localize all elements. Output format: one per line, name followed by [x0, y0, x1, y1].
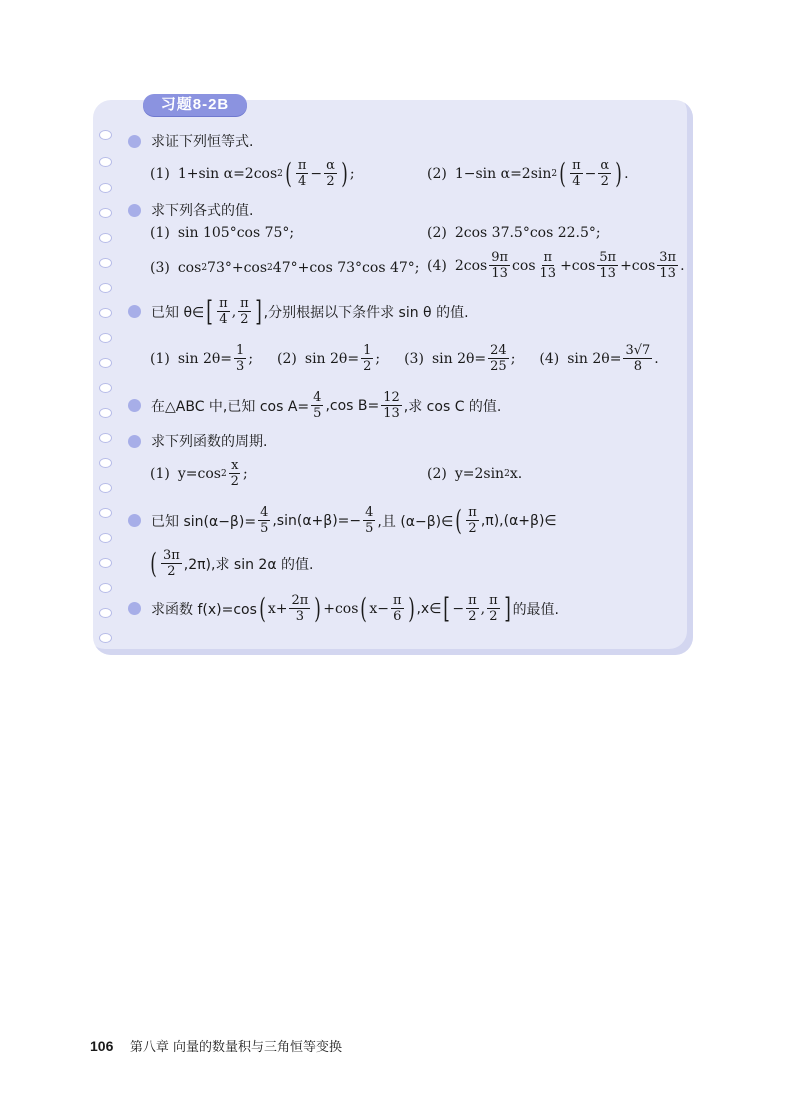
- problem-7: 求函数 f(x)=cos ( x+ $\frac{2\pi}{3}$ ) +cos ( x− $\frac{\pi}{6}$ ) ,x∈ [ − $\frac{\pi}{2}$ , $\frac{\pi}{2}$ ] 的最值.: [128, 593, 559, 624]
- page-number: 106: [90, 1038, 114, 1054]
- binder-ring: [99, 130, 112, 140]
- problem-6: 已知 sin(α−β)= $\frac{4}{5}$ ,sin(α+β)=− $\frac{4}{5}$ ,且 (α−β)∈ ( $\frac{\pi}{2}$ ,π),(α+β)∈: [128, 505, 557, 536]
- binder-ring: [99, 258, 112, 268]
- problem-2-part-2: (2) 2cos 37.5°cos 22.5°;: [427, 225, 601, 241]
- problem-5-part-2: (2) y=2sin 2 x.: [427, 466, 523, 482]
- binder-ring: [99, 233, 112, 243]
- page-footer: [90, 1036, 342, 1055]
- binder-ring: [99, 183, 112, 193]
- problem-1-part-1: (1) 1+sin α=2cos 2 ( $\frac{\pi}{4}$ − $\frac{\alpha}{2}$ ) ;: [150, 156, 355, 190]
- binder-ring: [99, 208, 112, 218]
- problem-4: 在△ABC 中,已知 cos A= $\frac{4}{5}$ ,cos B= $\frac{12}{13}$ ,求 cos C 的值.: [128, 390, 501, 421]
- binder-ring: [99, 358, 112, 368]
- binder-ring: [99, 283, 112, 293]
- binder-ring: [99, 608, 112, 618]
- binder-ring: [99, 408, 112, 418]
- binder-ring: [99, 308, 112, 318]
- binder-ring: [99, 558, 112, 568]
- problem-number-icon: [128, 399, 141, 412]
- problem-1: 求证下列恒等式.: [128, 131, 253, 151]
- problem-5-part-1: (1) y=cos 2 $\frac{x}{2}$ ;: [150, 458, 248, 489]
- problem-3-parts: (1) sin 2θ= $\frac{1}{3}$ ; (2) sin 2θ= $\frac{1}{2}$ ; (3) sin 2θ= $\frac{24}{25}$ ; (4) sin 2θ= $\frac{3√7}{8}$ .: [150, 343, 659, 374]
- chapter-title: 第八章 向量的数量积与三角恒等变换: [129, 1040, 342, 1055]
- problem-1-part-2: (2) 1−sin α=2sin 2 ( $\frac{\pi}{4}$ − $\frac{\alpha}{2}$ ) .: [427, 156, 629, 190]
- binder-ring: [99, 458, 112, 468]
- binder-ring: [99, 383, 112, 393]
- problem-2-part-3: (3) cos 2 73°+cos 2 47°+cos 73°cos 47°;: [150, 260, 420, 276]
- section-tab: 习题8-2B: [143, 94, 247, 116]
- binder-ring: [99, 583, 112, 593]
- binder-ring: [99, 508, 112, 518]
- problem-number-icon: [128, 204, 141, 217]
- binder-ring: [99, 633, 112, 643]
- problem-2: 求下列各式的值.: [128, 200, 253, 220]
- binder-ring: [99, 157, 112, 167]
- problem-2-part-4: (4) 2cos $\frac{9\pi}{13}$ cos $\frac{\pi}{13}$ +cos $\frac{5\pi}{13}$ +cos $\frac{3\pi}{13}$ .: [427, 250, 685, 281]
- problem-number-icon: [128, 305, 141, 318]
- problem-number-icon: [128, 514, 141, 527]
- problem-number-icon: [128, 435, 141, 448]
- problem-5: 求下列函数的周期.: [128, 431, 267, 451]
- problem-number-icon: [128, 602, 141, 615]
- problem-2-part-1: (1) sin 105°cos 75°;: [150, 225, 295, 241]
- problem-6-line-2: ( $\frac{3\pi}{2}$ ,2π),求 sin 2α 的值.: [150, 546, 314, 580]
- problem-3: 已知 θ∈ [ $\frac{\pi}{4}$ , $\frac{\pi}{2}$ ] ,分别根据以下条件求 sin θ 的值.: [128, 296, 469, 327]
- problem-number-icon: [128, 135, 141, 148]
- binder-ring: [99, 533, 112, 543]
- binder-ring: [99, 433, 112, 443]
- binder-ring: [99, 483, 112, 493]
- binder-ring: [99, 333, 112, 343]
